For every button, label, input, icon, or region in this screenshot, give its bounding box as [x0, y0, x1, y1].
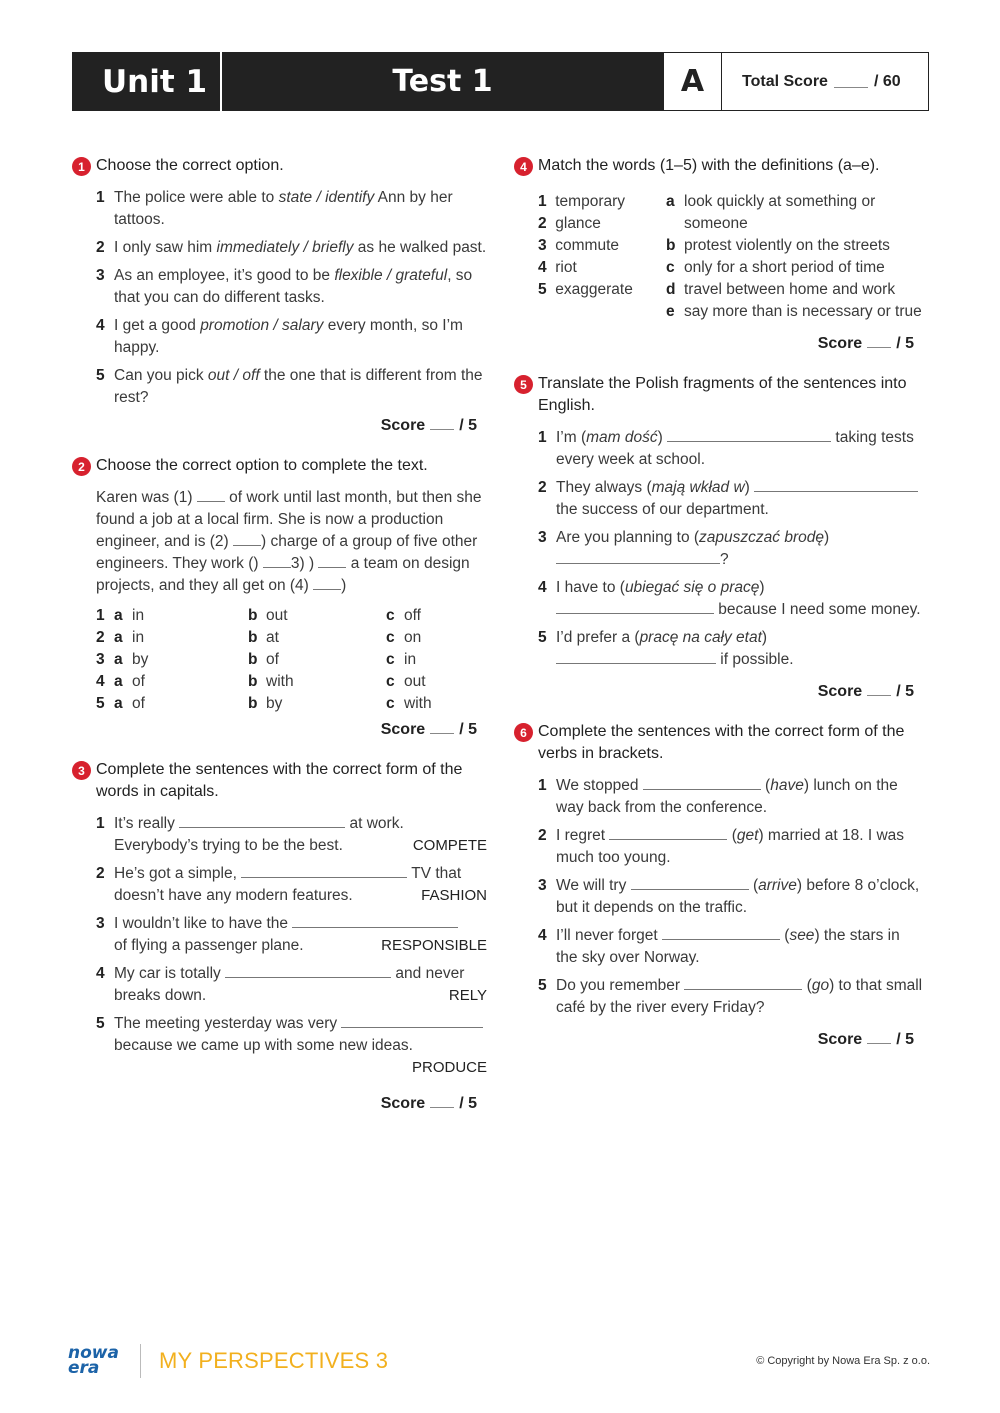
exercise-number-badge: 4 [514, 157, 533, 176]
option-b[interactable]: b with [248, 673, 294, 690]
answer-blank[interactable] [754, 478, 918, 492]
match-definition[interactable]: look quickly at something or [684, 193, 876, 210]
match-definition: someone [684, 215, 748, 232]
exercise-number-badge: 3 [72, 761, 91, 780]
exercise-5 [514, 373, 924, 703]
score-blank[interactable] [867, 684, 891, 696]
word-in-capitals: FASHION [421, 887, 487, 904]
exercise-1 [72, 155, 487, 437]
score-blank[interactable] [430, 1096, 454, 1108]
answer-blank[interactable] [241, 864, 407, 878]
gap-blank[interactable] [233, 532, 261, 546]
question-item: 1 We stopped (have) lunch on the way back from the conference. [538, 777, 898, 816]
test-version: A [663, 52, 721, 111]
question-item: 2 I regret (get) married at 18. I was much too young. [538, 827, 905, 866]
question-item: 3 As an employee, it’s good to be flexible / grateful, so that you can do different tasks. [96, 267, 473, 306]
match-definition[interactable]: say more than is necessary or true [684, 303, 922, 320]
question-item: 4 My car is totally and never breaks down. RELY [96, 963, 487, 1007]
publisher-logo: nowa era [68, 1343, 119, 1378]
match-definition[interactable]: travel between home and work [684, 281, 896, 298]
test-header [72, 52, 929, 111]
option-a[interactable]: 5 a of [96, 695, 145, 712]
exercise-score: Score / 5 [380, 417, 477, 434]
exercise-instruction: Complete the sentences with the correct form of the words in capitals. [96, 761, 463, 800]
gap-blank[interactable] [197, 488, 225, 502]
match-word[interactable]: 4 riot [538, 259, 577, 276]
question-item: 2 I only saw him immediately / briefly as he walked past. [96, 239, 487, 256]
score-blank[interactable] [430, 418, 454, 430]
question-item: 4 I get a good promotion / salary every month, so I’m happy. [96, 317, 463, 356]
answer-blank[interactable] [341, 1014, 483, 1028]
option-b[interactable]: b at [248, 629, 279, 646]
answer-blank[interactable] [556, 600, 714, 614]
series-title: MY PERSPECTIVES 3 [159, 1348, 389, 1373]
question-item: 1 I’m (mam dość) taking tests every week at school. [538, 429, 914, 468]
option-a[interactable]: 4 a of [96, 673, 145, 690]
match-word[interactable]: 5 exaggerate [538, 281, 633, 298]
exercise-score: Score / 5 [817, 1031, 914, 1048]
option-c[interactable]: c off [386, 607, 421, 624]
exercise-score: Score / 5 [817, 335, 914, 352]
match-word[interactable]: 3 commute [538, 237, 619, 254]
options-grid [72, 605, 487, 715]
question-item: 1 The police were able to state / identify Ann by her tattoos. [96, 189, 453, 228]
option-c[interactable]: c in [386, 651, 417, 668]
option-choice[interactable]: immediately / briefly [216, 239, 354, 256]
match-word[interactable]: 1 temporary [538, 193, 626, 210]
answer-blank[interactable] [667, 428, 831, 442]
exercise-instruction: Match the words (1–5) with the definitions (a–e). [538, 157, 880, 174]
answer-blank[interactable] [631, 876, 749, 890]
match-definition[interactable]: only for a short period of time [684, 259, 885, 276]
option-a[interactable]: 2 a in [96, 629, 145, 646]
total-score-max: / 60 [873, 72, 901, 90]
total-score-blank[interactable] [834, 76, 868, 88]
answer-blank[interactable] [556, 550, 720, 564]
exercise-6 [514, 721, 924, 1051]
test-title: Test 1 [222, 52, 663, 111]
question-list [72, 813, 487, 1079]
question-item: 4 I have to (ubiegać się o pracę) because I need some money. [538, 579, 921, 618]
word-in-capitals: RESPONSIBLE [381, 937, 487, 954]
exercise-instruction: Choose the correct option to complete the text. [96, 457, 428, 474]
option-c[interactable]: c on [386, 629, 422, 646]
question-item: 3 We will try (arrive) before 8 o’clock, but it depends on the traffic. [538, 877, 920, 916]
exercise-4 [514, 155, 924, 355]
question-list [514, 427, 924, 671]
question-list [514, 775, 924, 1019]
option-c[interactable]: c out [386, 673, 426, 690]
score-blank[interactable] [430, 722, 454, 734]
exercise-3 [72, 759, 487, 1115]
word-in-capitals: PRODUCE [411, 1059, 487, 1076]
exercise-instruction: Translate the Polish fragments of the sentences into English. [538, 375, 907, 414]
exercise-number-badge: 1 [72, 157, 91, 176]
question-item: 2 He’s got a simple, TV that doesn’t have any modern features. FASHION [96, 863, 487, 907]
word-in-capitals: COMPETE [412, 837, 487, 854]
option-a[interactable]: 1 a in [96, 607, 145, 624]
exercise-instruction: Complete the sentences with the correct form of the verbs in brackets. [538, 723, 905, 762]
option-b[interactable]: b by [248, 695, 283, 712]
option-choice[interactable]: promotion / salary [200, 317, 324, 334]
exercise-2 [72, 455, 487, 741]
answer-blank[interactable] [643, 776, 761, 790]
question-item: 5 Do you remember (go) to that small café by the river every Friday? [538, 977, 923, 1016]
answer-blank[interactable] [609, 826, 727, 840]
answer-blank[interactable] [179, 814, 345, 828]
question-item: 3 I wouldn’t like to have the of flying a passenger plane. RESPONSIBLE [96, 913, 487, 957]
left-column [72, 155, 487, 1133]
page-footer [68, 1340, 930, 1382]
copyright-notice: © Copyright by Nowa Era Sp. z o.o. [756, 1355, 930, 1367]
question-item: 1 It’s really at work. Everybody’s trying to be the best. COMPETE [96, 813, 487, 857]
match-definition[interactable]: protest violently on the streets [684, 237, 890, 254]
question-item: 5 Can you pick out / off the one that is different from the rest? [96, 367, 483, 406]
match-word[interactable]: 2 glance [538, 215, 601, 232]
total-score-label: Total Score [742, 72, 828, 90]
score-blank[interactable] [867, 1032, 891, 1044]
exercise-number-badge: 6 [514, 723, 533, 742]
right-column [514, 155, 924, 1069]
option-a[interactable]: 3 a by [96, 651, 149, 668]
answer-blank[interactable] [662, 926, 780, 940]
exercise-number-badge: 5 [514, 375, 533, 394]
exercise-score: Score / 5 [380, 1095, 477, 1112]
total-score [721, 52, 929, 111]
question-item: 5 The meeting yesterday was very because we came up with some new ideas. PRODUCE [96, 1015, 487, 1076]
option-choice[interactable]: state / identify [278, 189, 375, 206]
footer-divider [140, 1344, 141, 1378]
question-item: 2 They always (mają wkład w) the success of our department. [538, 477, 924, 521]
option-choice[interactable]: flexible / grateful [334, 267, 448, 284]
gap-blank[interactable] [318, 554, 346, 568]
gap-fill-text: Karen was (1) of work until last month, but then she found a job at a local firm. She is now a production engineer, and is (2) ) charge of a group of five other engineers. They work () 3) ) a team on design projects, and they all get on (4) ) [96, 489, 482, 594]
option-choice[interactable]: out / off [207, 367, 260, 384]
gap-blank[interactable] [263, 554, 291, 568]
question-item: 5 I’d prefer a (pracę na cały etat) if possible. [538, 629, 794, 668]
score-blank[interactable] [867, 336, 891, 348]
answer-blank[interactable] [292, 914, 458, 928]
exercise-score: Score / 5 [817, 683, 914, 700]
question-item: 4 I’ll never forget (see) the stars in the sky over Norway. [538, 927, 900, 966]
option-c[interactable]: c with [386, 695, 432, 712]
answer-blank[interactable] [225, 964, 391, 978]
unit-title: Unit 1 [72, 52, 220, 111]
exercise-instruction: Choose the correct option. [96, 157, 284, 174]
question-list [72, 187, 487, 409]
gap-blank[interactable] [313, 576, 341, 590]
matching-table: 1 temporary a look quickly at something or 2 glance someone 3 commute b protest violently on the streets 4 riot c only for a short period of time 5 exaggerate d travel between home and work e say more than is necessary or true [514, 191, 924, 323]
answer-blank[interactable] [556, 650, 716, 664]
exercise-number-badge: 2 [72, 457, 91, 476]
question-item: 3 Are you planning to (zapuszczać brodę) ? [538, 529, 830, 568]
option-b[interactable]: b of [248, 651, 279, 668]
option-b[interactable]: b out [248, 607, 288, 624]
exercise-score: Score / 5 [380, 721, 477, 738]
answer-blank[interactable] [684, 976, 802, 990]
word-in-capitals: RELY [448, 987, 487, 1004]
